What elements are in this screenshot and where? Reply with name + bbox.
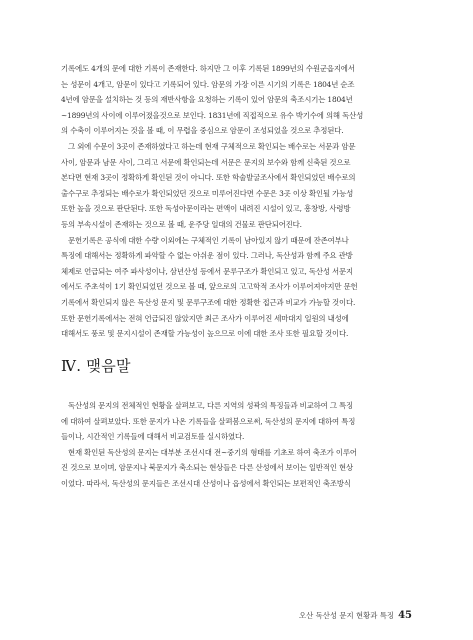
body-text-after-heading xyxy=(61,398,416,492)
text-line: 현재 확인된 독산성의 문지는 대부분 조선시대 전~중기의 형태를 기초로 하여 축조가 이루어 xyxy=(68,447,357,457)
text-line: 기록에도 4개의 문에 대한 기록이 존재한다. 하지만 그 이후 기록된 1899년의 수원군읍지에서 xyxy=(61,64,355,73)
text-line: 본다면 현재 3곳이 정확하게 확인된 것이 아니다. 또한 학술발굴조사에서 확인되었던 배수로의 xyxy=(61,173,356,183)
page-footer xyxy=(299,610,412,621)
page-number: 45 xyxy=(398,610,412,621)
section-heading: Ⅳ. 맺음말 xyxy=(61,357,131,375)
text-line: 특징에 대해서는 정확하게 파악할 수 없는 아쉬운 점이 있다. 그러나, 독산성과 함께 주요 관방 xyxy=(61,251,353,261)
text-line: 또한 높을 것으로 판단된다. 또한 독성아문이라는 편액이 내려진 시설이 있고, 흥창방, 사령방 xyxy=(61,204,351,214)
text-line: 등의 부속시설이 존재하는 것으로 볼 때, 운주당 일대의 건물로 판단되어진다. xyxy=(61,219,302,229)
text-line: ~1899년의 사이에 이루어졌을것으로 보인다. 1831년에 직접적으로 유수 박기수에 의해 독산성 xyxy=(61,110,364,120)
text-line: 진 것으로 보이며, 암문지나 북문지가 축소되는 현상들은 다른 산성에서 보이는 일반적인 현상 xyxy=(61,463,353,473)
text-line: 이었다. 따라서, 독산성의 문지들은 조선시대 산성이나 읍성에서 확인되는 보편적인 축조방식 xyxy=(61,478,351,488)
text-line: 대해서도 풍로 및 문지시설이 존재할 가능성이 높으므로 이에 대한 조사 또한 필요할 것이다. xyxy=(61,329,349,339)
text-line: 에서도 주초석이 1기 확인되었던 것으로 볼 때, 앞으로의 고고학적 조사가 이루어져야지만 문헌 xyxy=(61,282,358,292)
text-line: 또한 문헌기록에서는 전혀 언급되진 않았지만 최근 조사가 이루어진 세마대지 일원의 내성에 xyxy=(61,313,349,323)
text-line: 독산성의 문지의 전체적인 현황을 살펴보고, 다른 지역의 성곽의 특징들과 비교하여 그 특징 xyxy=(68,401,354,410)
text-line: 의 수축이 이루어지는 것을 볼 때, 이 무렵을 중심으로 암문이 조성되었을 것으로 추정된다. xyxy=(61,126,344,136)
text-line: 문헌기록은 공식에 대한 수량 이외에는 구체적인 기록이 남아있지 않기 때문에 잔존여부나 xyxy=(68,235,349,245)
text-line: 사이, 암문과 남문 사이, 그리고 서문에 확인되는데 서문은 문지의 보수와 함께 신축된 것으로 xyxy=(61,157,351,167)
text-line: 는 성문이 4개고, 암문이 있다고 기록되어 있다. 암문의 가장 이른 시기의 기록은 1804년 순조 xyxy=(61,79,355,89)
text-line: 기록에서 확인되지 않은 독산성 문지 및 문루구조에 대한 정확한 접근과 비교가 가능할 것이다. xyxy=(61,297,356,307)
text-line: 출수구로 추정되는 배수로가 확인되었던 것으로 미루어진다면 수문은 3곳 이상 확인될 가능성 xyxy=(61,188,354,198)
text-line: 에 대하여 살펴보았다. 또한 문지가 나온 기록들을 살펴봄으로써, 독산성의 문지에 대하여 특징 xyxy=(61,416,356,426)
running-title: 오산 독산성 문지 현황과 특징 xyxy=(299,611,395,620)
text-line: 체제로 언급되는 여주 파사성이나, 삼년산성 등에서 문루구조가 확인되고 있고, 독산성 서문지 xyxy=(61,266,353,276)
text-line: 들이나, 시간적인 기록들에 대해서 비교검토를 실시하였다. xyxy=(61,432,245,442)
text-line: 4년에 암문을 설치하는 것 등의 재반사항을 요청하는 기록이 있어 암문의 축조시기는 1804년 xyxy=(61,95,353,105)
body-text-before-heading xyxy=(61,61,416,342)
text-line: 그 외에 수문이 3곳이 존재하였다고 하는데 현재 구체적으로 확인되는 배수로는 서문과 암문 xyxy=(68,141,356,151)
